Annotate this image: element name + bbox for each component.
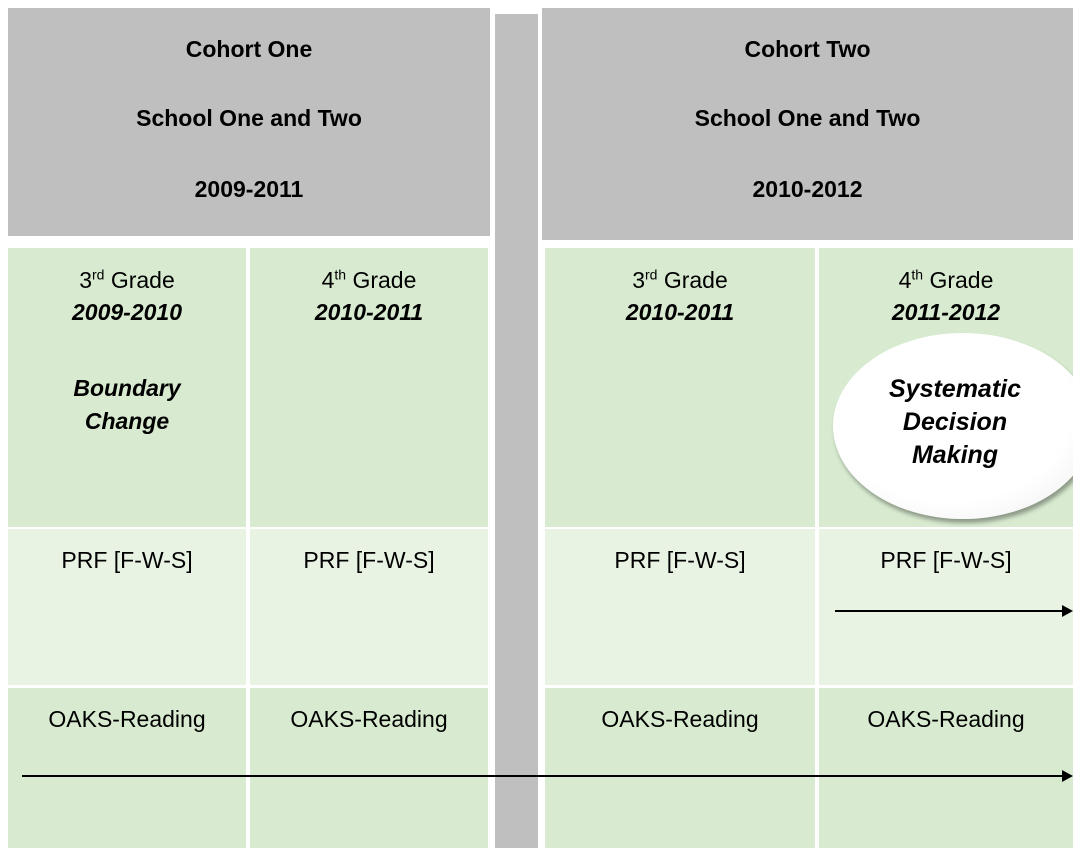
oaks-label: OAKS-Reading [48,706,206,732]
oaks-label: OAKS-Reading [867,706,1025,732]
oaks-arrow [22,770,1073,782]
prf-label: PRF [F-W-S] [61,547,193,573]
oaks-label: OAKS-Reading [290,706,448,732]
prf-label: PRF [F-W-S] [303,547,435,573]
grade-label: 3rd Grade [79,266,175,293]
cohort-two-years: 2010-2012 [752,176,863,202]
grade-label: 4th Grade [321,266,417,293]
boundary-note-line2: Change [84,408,170,434]
cohort-two-schools: School One and Two [694,105,921,131]
grade-years: 2011-2012 [891,299,1001,325]
cohort-one-schools: School One and Two [136,105,362,131]
cohort-one-years: 2009-2011 [194,176,304,202]
grade-label: 3rd Grade [632,266,728,293]
prf-label: PRF [F-W-S] [880,547,1012,573]
cohort-two-title: Cohort Two [744,36,871,62]
grade-years: 2010-2011 [314,299,424,325]
decision-making-text: Systematic Decision Making [888,375,1022,469]
prf-label: PRF [F-W-S] [614,547,746,573]
grade-years: 2009-2010 [72,299,182,325]
cohort-one-title: Cohort One [185,36,313,62]
grade-years: 2010-2011 [625,299,735,325]
boundary-note-line1: Boundary [73,375,181,401]
prf-arrow [835,605,1073,617]
grade-label: 4th Grade [898,266,994,293]
oaks-label: OAKS-Reading [601,706,759,732]
